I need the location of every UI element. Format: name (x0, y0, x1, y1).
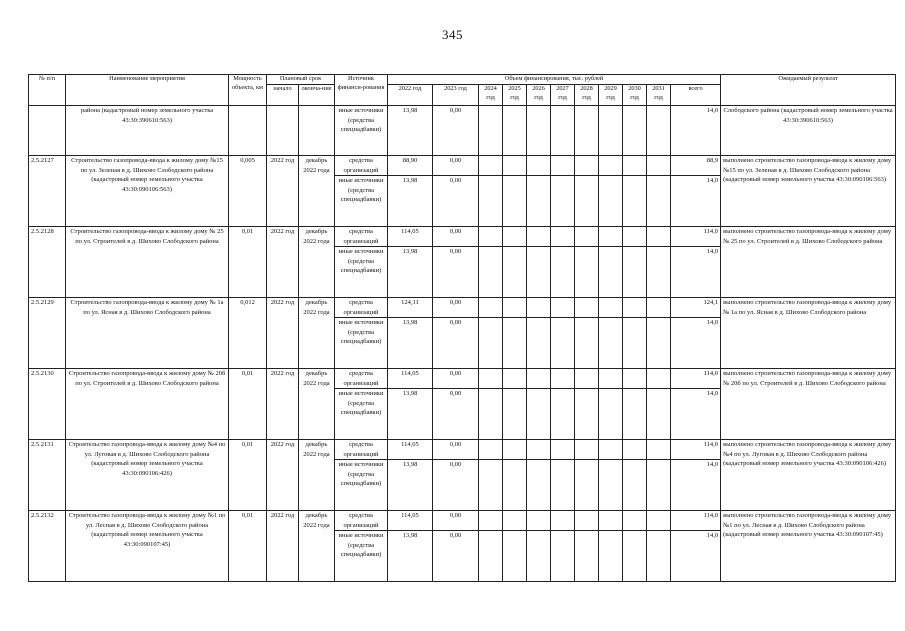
row-source: средства организаций (335, 227, 388, 247)
row-end: декабрь 2022 года (299, 369, 335, 440)
row-empty-cell (479, 298, 503, 318)
row-value-2022: 124,11 (388, 298, 433, 318)
row-empty-cell (647, 369, 671, 389)
table-row (29, 227, 896, 247)
row-total: 114,0 (671, 369, 721, 389)
row-start: 2022 год (267, 440, 299, 511)
row-result: Слободского района (кадастровый номер земельного участка 43:30:390610:563) (721, 106, 896, 156)
row-start: 2022 год (267, 511, 299, 582)
row-value-2022: 13,98 (388, 106, 433, 156)
row-empty-cell (527, 318, 551, 369)
row-value-2022: 13,98 (388, 460, 433, 511)
row-end: декабрь 2022 года (299, 156, 335, 227)
row-empty-cell (647, 511, 671, 531)
row-empty-cell (479, 460, 503, 511)
row-empty-cell (623, 460, 647, 511)
row-empty-cell (599, 227, 623, 247)
row-empty-cell (623, 389, 647, 440)
header-year: 2031 год (647, 85, 671, 106)
row-value-2022: 114,05 (388, 369, 433, 389)
row-total: 14,0 (671, 106, 721, 156)
row-name: района (кадастровый номер земельного участка 43:30:390610:563) (66, 106, 229, 156)
header-plan-period: Плановый срок (267, 75, 335, 85)
row-empty-cell (623, 531, 647, 582)
row-total: 14,0 (671, 389, 721, 440)
row-capacity: 0,01 (229, 440, 267, 511)
row-empty-cell (647, 389, 671, 440)
row-empty-cell (479, 106, 503, 156)
row-name: Строительство газопровода-ввода к жилому дому № 25 по ул. Строителей в д. Шихово Слободского района (66, 227, 229, 298)
table-row (29, 156, 896, 176)
row-capacity: 0,01 (229, 369, 267, 440)
row-source: средства организаций (335, 511, 388, 531)
row-empty-cell (575, 460, 599, 511)
row-empty-cell (623, 156, 647, 176)
row-source: иные источники (средства спецнадбавки) (335, 460, 388, 511)
row-empty-cell (647, 227, 671, 247)
header-funding: Объем финансирования, тыс. рублей (388, 75, 721, 85)
row-source: средства организаций (335, 440, 388, 460)
row-end: декабрь 2022 года (299, 298, 335, 369)
row-empty-cell (647, 176, 671, 227)
row-name: Строительство газопровода-ввода к жилому дому № 1а по ул. Ясная в д. Шихово Слободского района (66, 298, 229, 369)
row-empty-cell (599, 511, 623, 531)
row-empty-cell (599, 176, 623, 227)
row-empty-cell (599, 440, 623, 460)
row-empty-cell (575, 531, 599, 582)
row-empty-cell (647, 318, 671, 369)
row-source: иные источники (средства спецнадбавки) (335, 176, 388, 227)
header-year: 2026 год (527, 85, 551, 106)
row-source: иные источники (средства спецнадбавки) (335, 389, 388, 440)
row-empty-cell (527, 298, 551, 318)
row-empty-cell (575, 176, 599, 227)
row-empty-cell (527, 176, 551, 227)
row-empty-cell (551, 440, 575, 460)
header-year: 2025 год (503, 85, 527, 106)
row-value-2022: 13,98 (388, 176, 433, 227)
row-result: выполнено строительство газопровода-ввода к жилому дому № 1а по ул. Ясная в д. Шихово Слободского района (721, 298, 896, 369)
header-name: Наименование мероприятия (66, 75, 229, 106)
row-start: 2022 год (267, 369, 299, 440)
row-source: средства организаций (335, 369, 388, 389)
header-result: Ожидаемый результат (721, 75, 896, 106)
row-value-2023: 0,00 (433, 176, 479, 227)
header-year: 2027 год (551, 85, 575, 106)
row-empty-cell (479, 247, 503, 298)
row-empty-cell (575, 369, 599, 389)
row-empty-cell (551, 511, 575, 531)
row-empty-cell (527, 156, 551, 176)
row-empty-cell (527, 369, 551, 389)
row-result: выполнено строительство газопровода-ввода к жилому дому № 20б по ул. Строителей в д. Шихово Слободского района (721, 369, 896, 440)
row-empty-cell (647, 247, 671, 298)
row-start (267, 106, 299, 156)
row-empty-cell (623, 511, 647, 531)
row-value-2023: 0,00 (433, 531, 479, 582)
row-result: выполнено строительство газопровода-ввода к жилому дому №15 по ул. Зеленая в д. Шихово Слободского района (кадастровый номер земельного участка 43:30:090106:563) (721, 156, 896, 227)
row-empty-cell (575, 511, 599, 531)
row-empty-cell (623, 247, 647, 298)
row-empty-cell (599, 531, 623, 582)
row-name: Строительство газопровода-ввода к жилому дому №15 по ул. Зеленая в д. Шихово Слободского района (кадастровый номер земельного участка 43:30:090106:563) (66, 156, 229, 227)
row-empty-cell (551, 247, 575, 298)
row-value-2023: 0,00 (433, 460, 479, 511)
row-total: 14,0 (671, 460, 721, 511)
row-empty-cell (623, 369, 647, 389)
row-empty-cell (599, 460, 623, 511)
row-empty-cell (479, 156, 503, 176)
row-value-2022: 13,98 (388, 318, 433, 369)
header-year: 2022 год (388, 85, 433, 106)
row-empty-cell (623, 106, 647, 156)
row-empty-cell (551, 298, 575, 318)
row-num-cell (29, 106, 66, 156)
row-source: средства организаций (335, 156, 388, 176)
row-empty-cell (503, 227, 527, 247)
row-name: Строительство газопровода-ввода к жилому дому №1 по ул. Лесная в д. Шихово Слободского района (кадастровый номер земельного участка 43:30:090107:45) (66, 511, 229, 582)
header-year: 2028 год (575, 85, 599, 106)
row-empty-cell (479, 511, 503, 531)
row-empty-cell (503, 531, 527, 582)
row-empty-cell (479, 369, 503, 389)
header-source: Источник финанси-рования (335, 75, 388, 106)
row-empty-cell (527, 227, 551, 247)
row-empty-cell (551, 318, 575, 369)
row-value-2023: 0,00 (433, 511, 479, 531)
row-empty-cell (623, 176, 647, 227)
row-num: 2.5.2129 (29, 298, 66, 369)
row-empty-cell (599, 156, 623, 176)
row-empty-cell (479, 389, 503, 440)
row-value-2023: 0,00 (433, 318, 479, 369)
row-end: декабрь 2022 года (299, 440, 335, 511)
row-empty-cell (527, 106, 551, 156)
row-empty-cell (503, 156, 527, 176)
row-empty-cell (623, 440, 647, 460)
header-year: 2029 год (599, 85, 623, 106)
row-empty-cell (503, 460, 527, 511)
row-empty-cell (575, 106, 599, 156)
header-start: начало (267, 85, 299, 106)
row-empty-cell (479, 440, 503, 460)
row-num: 2.5.2128 (29, 227, 66, 298)
page-number: 345 (442, 27, 463, 42)
row-value-2023: 0,00 (433, 227, 479, 247)
row-value-2022: 88,90 (388, 156, 433, 176)
table-row (29, 106, 896, 156)
row-start: 2022 год (267, 298, 299, 369)
row-empty-cell (647, 298, 671, 318)
row-empty-cell (551, 369, 575, 389)
row-empty-cell (599, 318, 623, 369)
row-capacity: 0,005 (229, 156, 267, 227)
row-value-2022: 114,05 (388, 227, 433, 247)
row-empty-cell (503, 369, 527, 389)
row-empty-cell (575, 156, 599, 176)
row-empty-cell (551, 106, 575, 156)
row-start: 2022 год (267, 227, 299, 298)
row-value-2022: 114,05 (388, 511, 433, 531)
row-empty-cell (527, 247, 551, 298)
row-source: иные источники (средства спецнадбавки) (335, 318, 388, 369)
header-num: № п/п (29, 75, 66, 106)
row-empty-cell (599, 247, 623, 298)
row-name: Строительство газопровода-ввода к жилому дому № 20б по ул. Строителей в д. Шихово Слободского района (66, 369, 229, 440)
row-value-2023: 0,00 (433, 247, 479, 298)
row-value-2022: 13,98 (388, 389, 433, 440)
header-year: 2023 год (433, 85, 479, 106)
row-empty-cell (551, 227, 575, 247)
row-empty-cell (623, 298, 647, 318)
row-end (299, 106, 335, 156)
row-empty-cell (575, 298, 599, 318)
row-empty-cell (599, 369, 623, 389)
row-num: 2.5.2131 (29, 440, 66, 511)
header-total: всего (671, 85, 721, 106)
row-value-2022: 13,98 (388, 531, 433, 582)
row-empty-cell (575, 227, 599, 247)
row-capacity: 0,012 (229, 298, 267, 369)
row-empty-cell (623, 227, 647, 247)
row-capacity: 0,01 (229, 511, 267, 582)
row-value-2022: 13,98 (388, 247, 433, 298)
row-empty-cell (527, 531, 551, 582)
row-total: 14,0 (671, 247, 721, 298)
header-capacity: Мощность объекта, км (229, 75, 267, 106)
row-value-2023: 0,00 (433, 389, 479, 440)
row-name: Строительство газопровода-ввода к жилому дому №4 по ул. Луговая в д. Шихово Слободского района (кадастровый номер земельного участка 43:30:090106:426) (66, 440, 229, 511)
row-empty-cell (479, 176, 503, 227)
row-value-2022: 114,05 (388, 440, 433, 460)
row-result: выполнено строительство газопровода-ввода к жилому дому № 25 по ул. Строителей в д. Шихово Слободского района (721, 227, 896, 298)
row-start: 2022 год (267, 156, 299, 227)
row-capacity (229, 106, 267, 156)
row-source: иные источники (средства спецнадбавки) (335, 106, 388, 156)
row-empty-cell (623, 318, 647, 369)
row-empty-cell (551, 389, 575, 440)
row-empty-cell (503, 176, 527, 227)
row-empty-cell (503, 440, 527, 460)
row-empty-cell (599, 106, 623, 156)
row-empty-cell (647, 156, 671, 176)
row-empty-cell (503, 318, 527, 369)
row-empty-cell (647, 440, 671, 460)
header-end: оконча-ние (299, 85, 335, 106)
row-empty-cell (575, 247, 599, 298)
row-empty-cell (479, 318, 503, 369)
row-empty-cell (527, 511, 551, 531)
funding-table (28, 74, 896, 582)
row-empty-cell (527, 440, 551, 460)
table-row (29, 298, 896, 318)
row-empty-cell (479, 227, 503, 247)
row-empty-cell (599, 298, 623, 318)
row-num: 2.5.2132 (29, 511, 66, 582)
row-empty-cell (575, 440, 599, 460)
row-result: выполнено строительство газопровода-ввода к жилому дому №4 по ул. Луговая в д. Шихово Слободского района (кадастровый номер земельного участка 43:30:090106:426) (721, 440, 896, 511)
header-year: 2024 год (479, 85, 503, 106)
row-empty-cell (647, 106, 671, 156)
row-total: 14,0 (671, 176, 721, 227)
row-total: 114,0 (671, 511, 721, 531)
row-empty-cell (647, 460, 671, 511)
row-empty-cell (575, 318, 599, 369)
row-empty-cell (503, 106, 527, 156)
row-value-2023: 0,00 (433, 369, 479, 389)
row-end: декабрь 2022 года (299, 511, 335, 582)
row-empty-cell (551, 156, 575, 176)
row-end: декабрь 2022 года (299, 227, 335, 298)
row-total: 14,0 (671, 318, 721, 369)
row-empty-cell (647, 531, 671, 582)
row-empty-cell (503, 389, 527, 440)
row-total: 14,0 (671, 531, 721, 582)
row-source: иные источники (средства спецнадбавки) (335, 531, 388, 582)
row-num: 2.5.2130 (29, 369, 66, 440)
row-result: выполнено строительство газопровода-ввода к жилому дому №1 по ул. Лесная в д. Шихово Слободского района (кадастровый номер земельного участка 43:30:090107:45) (721, 511, 896, 582)
row-empty-cell (599, 389, 623, 440)
row-source: иные источники (средства спецнадбавки) (335, 247, 388, 298)
table-row (29, 440, 896, 460)
row-total: 114,0 (671, 440, 721, 460)
table-row (29, 511, 896, 531)
row-empty-cell (503, 511, 527, 531)
row-empty-cell (551, 460, 575, 511)
row-total: 114,0 (671, 227, 721, 247)
row-num: 2.5.2127 (29, 156, 66, 227)
row-empty-cell (527, 389, 551, 440)
row-empty-cell (503, 247, 527, 298)
row-empty-cell (527, 460, 551, 511)
row-empty-cell (575, 389, 599, 440)
row-value-2023: 0,00 (433, 156, 479, 176)
row-empty-cell (479, 531, 503, 582)
header-year: 2030 год (623, 85, 647, 106)
table-row (29, 369, 896, 389)
row-empty-cell (551, 531, 575, 582)
row-total: 124,1 (671, 298, 721, 318)
row-value-2023: 0,00 (433, 298, 479, 318)
row-value-2023: 0,00 (433, 106, 479, 156)
row-capacity: 0,01 (229, 227, 267, 298)
row-value-2023: 0,00 (433, 440, 479, 460)
row-empty-cell (551, 176, 575, 227)
row-empty-cell (503, 298, 527, 318)
row-total: 88,9 (671, 156, 721, 176)
row-source: средства организаций (335, 298, 388, 318)
